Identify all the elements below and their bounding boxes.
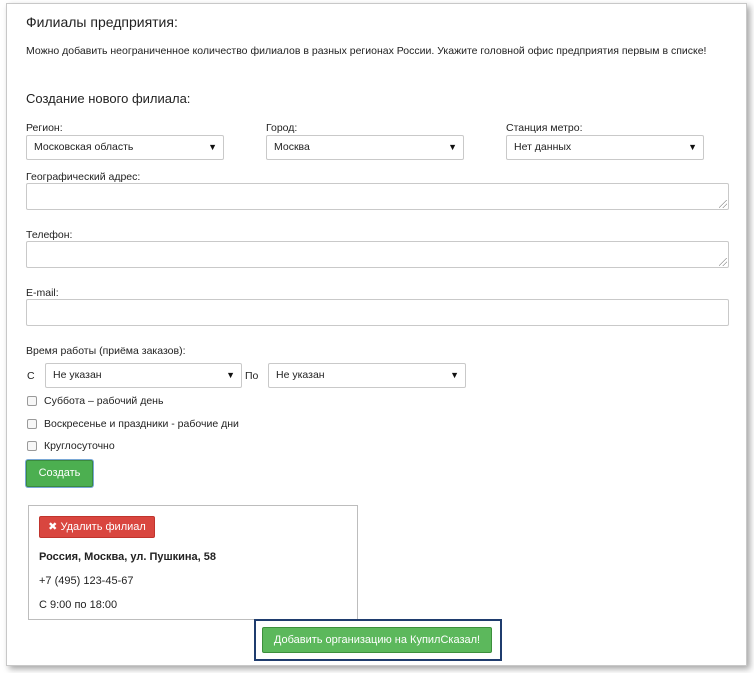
email-label: E-mail:	[26, 287, 59, 299]
delete-branch-label: Удалить филиал	[60, 521, 146, 533]
phone-field[interactable]	[26, 241, 729, 268]
address-field[interactable]	[26, 183, 729, 210]
address-label: Географический адрес:	[26, 171, 141, 183]
close-icon: ✖	[48, 521, 58, 533]
metro-value: Нет данных	[514, 141, 572, 153]
add-organization-highlight	[254, 619, 502, 661]
hours-to-value: Не указан	[276, 369, 325, 381]
resize-handle-icon[interactable]	[719, 200, 727, 208]
phone-label: Телефон:	[26, 229, 73, 241]
form-subtitle: Создание нового филиала:	[26, 91, 191, 106]
metro-select[interactable]	[506, 135, 704, 160]
resize-handle-icon[interactable]	[719, 258, 727, 266]
region-value: Московская область	[34, 141, 134, 153]
hours-to-label: По	[245, 370, 259, 382]
sunday-checkbox[interactable]	[27, 419, 37, 429]
branches-panel	[6, 3, 747, 666]
caret-down-icon: ▼	[448, 142, 457, 152]
hours-from-label: С	[27, 370, 35, 382]
section-title: Филиалы предприятия:	[26, 14, 178, 30]
saturday-checkbox[interactable]	[27, 396, 37, 406]
create-button[interactable]: Создать	[26, 460, 93, 487]
caret-down-icon: ▼	[450, 370, 459, 380]
allday-checkbox[interactable]	[27, 441, 37, 451]
saturday-label: Суббота – рабочий день	[44, 395, 164, 407]
caret-down-icon: ▼	[688, 142, 697, 152]
hours-from-select[interactable]	[45, 363, 242, 388]
hours-to-select[interactable]	[268, 363, 466, 388]
hours-from-value: Не указан	[53, 369, 102, 381]
email-field[interactable]	[26, 299, 729, 326]
city-select[interactable]	[266, 135, 464, 160]
intro-text: Можно добавить неограниченное количество филиалов в разных регионах России. Укажите головной офис предприятия первым в списке!	[26, 45, 707, 57]
branch-hours: С 9:00 по 18:00	[39, 599, 118, 611]
caret-down-icon: ▼	[226, 370, 235, 380]
region-label: Регион:	[26, 122, 63, 134]
branch-address: Россия, Москва, ул. Пушкина, 58	[39, 551, 217, 563]
allday-label: Круглосуточно	[44, 440, 115, 452]
sunday-label: Воскресенье и праздники - рабочие дни	[44, 418, 239, 430]
branch-card	[28, 505, 358, 620]
hours-label: Время работы (приёма заказов):	[26, 345, 186, 357]
branch-phone: +7 (495) 123-45-67	[39, 575, 134, 587]
add-organization-button[interactable]: Добавить организацию на КупилСказал!	[262, 627, 492, 653]
metro-label: Станция метро:	[506, 122, 583, 134]
caret-down-icon: ▼	[208, 142, 217, 152]
delete-branch-button[interactable]	[39, 516, 155, 538]
city-label: Город:	[266, 122, 298, 134]
region-select[interactable]	[26, 135, 224, 160]
city-value: Москва	[274, 141, 310, 153]
